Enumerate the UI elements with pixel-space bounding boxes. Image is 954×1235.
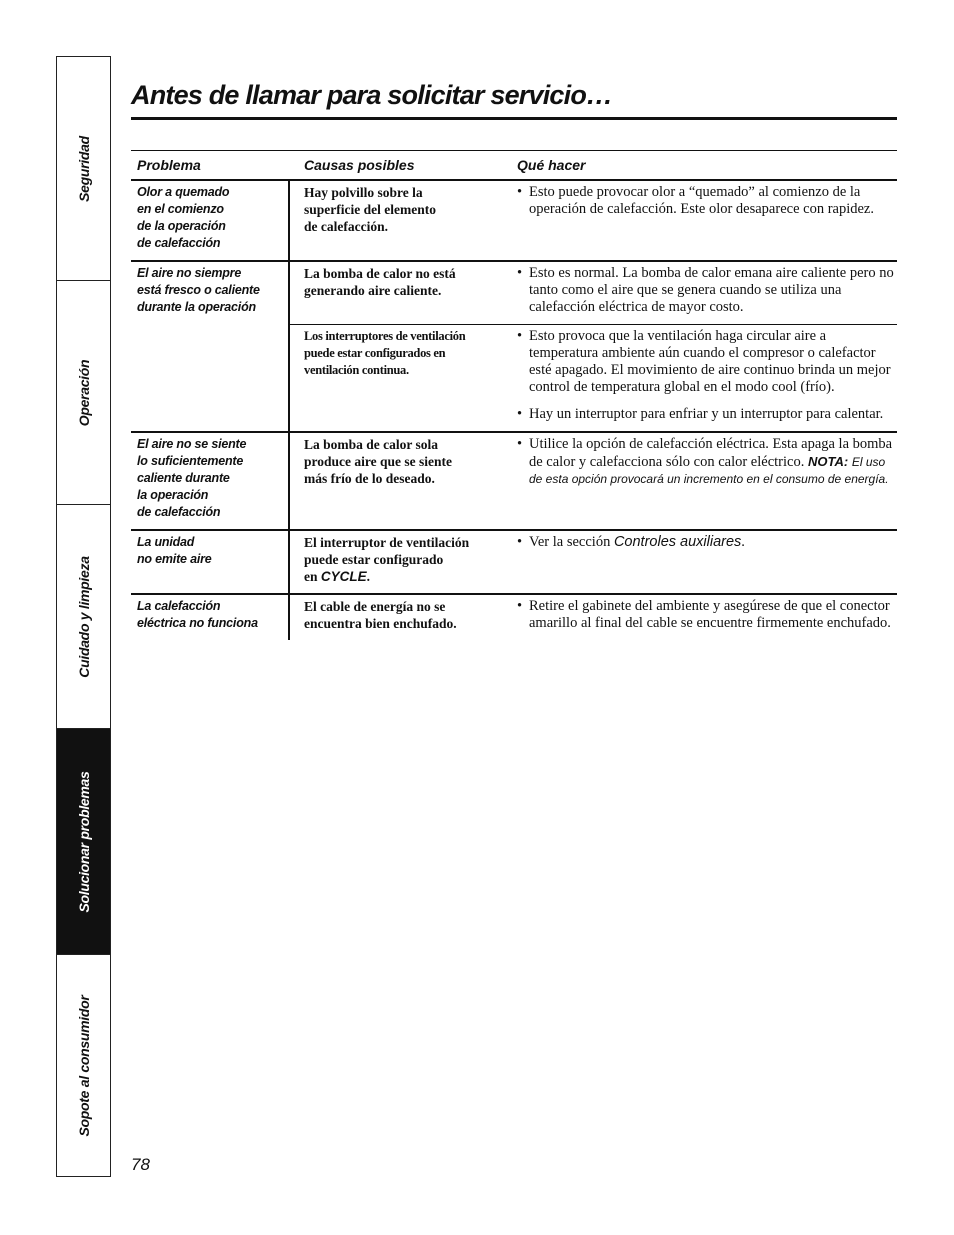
- table-row: [131, 433, 897, 531]
- cause-cell: La bomba de calor no está generando aire caliente.: [304, 266, 456, 298]
- solution-bullet: • Utilice la opción de calefacción eléctrica. Esta apaga la bomba de calor y calefacciona sólo con calor eléctrico. NOTA: El uso de esta opción provocará un incremento en el consumo de energía.: [517, 436, 893, 486]
- problem-cell: La calefacción eléctrica no funciona: [131, 595, 290, 640]
- page-title: Antes de llamar para solicitar servicio…: [131, 80, 897, 120]
- header-todo: Qué hacer: [517, 157, 586, 173]
- section-tabs: [56, 56, 111, 1177]
- tab-label: Cuidado y limpieza: [75, 555, 92, 678]
- solution-bullet: • Esto provoca que la ventilación haga circular aire a temperatura ambiente aún cuando el compresor o calefactor esté apagado. El movimiento de aire continuo brinda un mejor control de temperatura global en el modo cool (frío).: [517, 328, 891, 395]
- tab-label: Operación: [75, 359, 92, 426]
- cause-cell: La bomba de calor sola produce aire que se siente más frío de lo deseado.: [304, 437, 452, 486]
- problem-cell: Olor a quemado en el comienzo de la operación de calefacción: [131, 181, 290, 260]
- tab-cuidado-y-limpieza[interactable]: [57, 505, 110, 729]
- page-number: 78: [131, 1155, 150, 1174]
- cause-row: [290, 433, 897, 496]
- problem-cell: El aire no siempre está fresco o caliente durante la operación: [131, 262, 290, 431]
- header-problem: Problema: [137, 157, 201, 173]
- nota-text: El uso de esta opción provocará un incremento en el consumo de energía.: [529, 455, 889, 486]
- header-causes: Causas posibles: [304, 157, 415, 173]
- cause-row: [290, 262, 897, 324]
- tab-solucionar-problemas[interactable]: [57, 729, 110, 955]
- solution-bullet: • Retire el gabinete del ambiente y asegúrese de que el conector amarillo al final del cable se encuentre firmemente enchufado.: [517, 598, 891, 631]
- tab-label: Seguridad: [75, 135, 92, 202]
- table-row: [131, 595, 897, 640]
- table-row: [131, 262, 897, 433]
- solution-bullet: • Hay un interruptor para enfriar y un interruptor para calentar.: [517, 406, 884, 422]
- cause-row: [290, 324, 897, 431]
- cause-cell: Los interruptores de ventilación puede estar configurados en ventilación continua.: [304, 329, 466, 377]
- cycle-setting: CYCLE: [320, 569, 367, 584]
- nota-label: NOTA:: [807, 454, 849, 469]
- section-reference: Controles auxiliares: [613, 534, 742, 550]
- tab-soporte-al-consumidor[interactable]: [57, 955, 110, 1176]
- cause-row: [290, 181, 897, 243]
- solution-cell: [502, 595, 897, 640]
- problem-cell: El aire no se siente lo suficientemente caliente durante la operación de calefacción: [131, 433, 290, 529]
- solution-bullet: • Esto es normal. La bomba de calor emana aire caliente pero no tanto como el aire que se genera cuando se utiliza una calefacción eléctrica de mayor costo.: [517, 265, 894, 315]
- solution-cell: [502, 262, 897, 324]
- solution-bullet: • Ver la sección Controles auxiliares.: [517, 534, 745, 550]
- solution-cell: [502, 531, 897, 593]
- table-row: [131, 181, 897, 262]
- tab-label: Solucionar problemas: [75, 770, 92, 913]
- table-row: [131, 531, 897, 595]
- table-header: [131, 151, 897, 181]
- solution-bullet: • Esto puede provocar olor a “quemado” al comienzo de la operación de calefacción. Este olor desaparece con rapidez.: [517, 184, 874, 217]
- solution-cell: [502, 325, 897, 431]
- cause-cell: Hay polvillo sobre la superficie del elemento de calefacción.: [304, 185, 436, 234]
- cause-row: [290, 531, 897, 593]
- problem-cell: La unidad no emite aire: [131, 531, 290, 593]
- solution-cell: [502, 433, 897, 496]
- tab-seguridad[interactable]: [57, 57, 110, 281]
- tab-label: Sopote al consumidor: [75, 994, 92, 1137]
- cause-row: [290, 595, 897, 640]
- tab-operacion[interactable]: [57, 281, 110, 505]
- cause-cell: El interruptor de ventilación puede estar configurado en CYCLE.: [304, 535, 470, 584]
- cause-cell: El cable de energía no se encuentra bien enchufado.: [304, 599, 457, 631]
- troubleshooting-table: [131, 150, 897, 640]
- solution-cell: [502, 181, 897, 243]
